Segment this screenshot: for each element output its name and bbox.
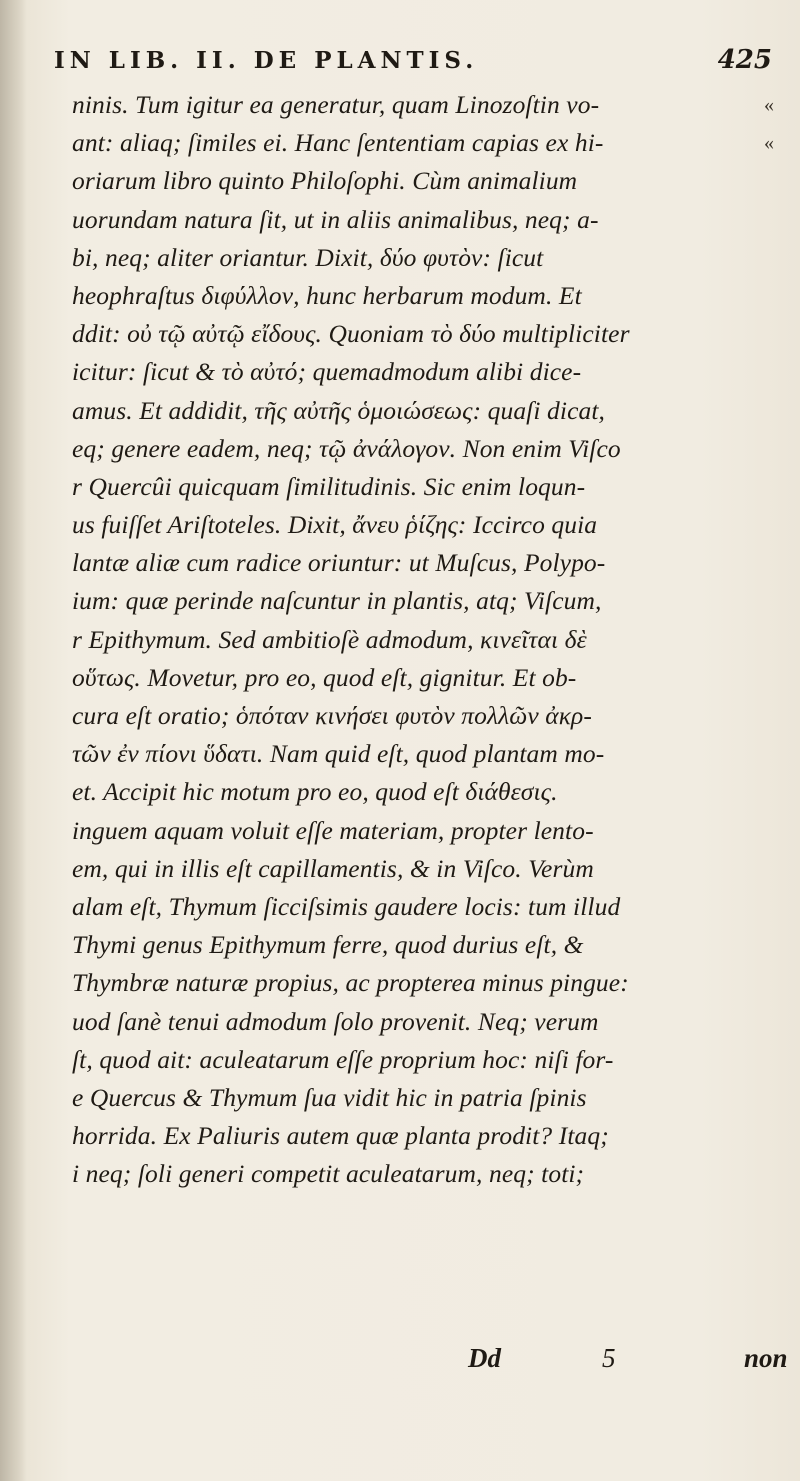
text-line: lantæ aliæ cum radice oriuntur: ut Muſcus, Polypo- <box>72 548 606 578</box>
margin-mark <box>764 430 794 468</box>
text-line: uod ſanè tenui admodum ſolo provenit. Neq; verum <box>72 1006 599 1036</box>
margin-mark <box>764 277 794 315</box>
text-line: r Quercûi quicquam ſimilitudinis. Sic enim loqun- <box>72 471 586 501</box>
text-line: ium: quæ perinde naſcuntur in plantis, atq; Viſcum, <box>72 586 602 616</box>
text-line: uorundam natura ſit, ut in aliis animalibus, neq; a- <box>72 204 599 234</box>
text-line: e Quercus & Thymum ſua vidit hic in patria ſpinis <box>72 1082 587 1112</box>
margin-mark <box>764 888 794 926</box>
page-number: 425 <box>717 45 772 75</box>
margin-mark <box>764 201 794 239</box>
text-line: οὕτως. Movetur, pro eo, quod eſt, gignitur. Et ob- <box>72 662 577 692</box>
margin-mark: « <box>764 94 774 116</box>
catchword: non <box>744 1343 788 1373</box>
margin-mark <box>764 239 794 277</box>
text-line: ddit: οὐ τῷ αὐτῷ εἴδους. Quoniam τὸ δύο multipliciter <box>72 319 630 349</box>
text-line: us fuiſſet Ariſtoteles. Dixit, ἄνευ ῥίζης: Iccirco quia <box>72 510 598 540</box>
text-line: oriarum libro quinto Philoſophi. Cùm animalium <box>72 166 578 196</box>
text-line: i neq; ſoli generi competit aculeatarum, neq; toti; <box>72 1159 585 1189</box>
text-line: inguem aquam voluit eſſe materiam, propter lento- <box>72 815 594 845</box>
margin-mark <box>764 1003 794 1041</box>
page-footer <box>72 1343 788 1389</box>
margin-mark <box>764 926 794 964</box>
text-line: amus. Et addidit, τῆς αὐτῆς ὁμοιώσεως: quaſi dicat, <box>72 395 605 425</box>
text-line: Thymbræ naturæ propius, ac propterea minus pingue: <box>72 968 629 998</box>
binding-shadow <box>0 0 26 1481</box>
text-line: Thymi genus Epithymum ferre, quod durius eſt, & <box>72 930 584 960</box>
margin-mark <box>764 964 794 1002</box>
margin-mark <box>764 621 794 659</box>
text-line: ant: aliaq; ſimiles ei. Hanc ſententiam capias ex hi- <box>72 128 604 158</box>
text-line: icitur: ſicut & τὸ αὐτό; quemadmodum alibi dice- <box>72 357 582 387</box>
margin-mark <box>764 582 794 620</box>
margin-mark: « <box>764 132 774 155</box>
margin-mark <box>764 1155 794 1193</box>
margin-mark <box>764 773 794 811</box>
text-line: eq; genere eadem, neq; τῷ ἀνάλογον. Non enim Viſco <box>72 433 621 463</box>
page-header <box>54 30 776 90</box>
text-line: τῶν ἐν πίονι ὕδατι. Nam quid eſt, quod plantam mo- <box>72 739 605 769</box>
signature-mark: Dd <box>468 1343 501 1373</box>
text-line: et. Accipit hic motum pro eo, quod eſt διάθεσις. <box>72 777 558 807</box>
margin-mark <box>764 1041 794 1079</box>
margin-quote-marks <box>764 86 794 1193</box>
running-head: IN LIB. II. DE PLANTIS. <box>54 46 479 74</box>
margin-mark <box>764 735 794 773</box>
margin-mark <box>764 850 794 888</box>
margin-mark <box>764 812 794 850</box>
text-line: cura eſt oratio; ὁπόταν κινήσει φυτὸν πολλῶν ἀκρ- <box>72 701 592 730</box>
margin-mark <box>764 506 794 544</box>
margin-mark <box>764 697 794 735</box>
text-line: ninis. Tum igitur ea generatur, quam Linozoſtin vo- <box>72 90 600 119</box>
margin-mark <box>764 468 794 506</box>
margin-mark <box>764 1079 794 1117</box>
text-line: bi, neq; aliter oriantur. Dixit, δύο φυτὸν: ſicut <box>72 242 544 272</box>
text-line: ſt, quod ait: aculeatarum eſſe proprium hoc: niſi for- <box>72 1044 614 1074</box>
signature-number: 5 <box>602 1343 616 1373</box>
margin-mark <box>764 162 794 200</box>
body-text <box>72 86 784 1193</box>
text-line: horrida. Ex Paliuris autem quæ planta prodit? Itaq; <box>72 1121 609 1151</box>
margin-mark <box>764 659 794 697</box>
margin-mark <box>764 1117 794 1155</box>
margin-mark <box>764 544 794 582</box>
margin-mark <box>764 392 794 430</box>
margin-mark <box>764 353 794 391</box>
text-line: heophraſtus διφύλλον, hunc herbarum modum. Et <box>72 280 582 310</box>
margin-mark <box>764 315 794 353</box>
text-line: r Epithymum. Sed ambitioſè admodum, κινεῖται δὲ <box>72 624 587 654</box>
text-line: alam eſt, Thymum ſicciſsimis gaudere locis: tum illud <box>72 891 621 921</box>
text-line: em, qui in illis eſt capillamentis, & in Viſco. Verùm <box>72 853 594 883</box>
